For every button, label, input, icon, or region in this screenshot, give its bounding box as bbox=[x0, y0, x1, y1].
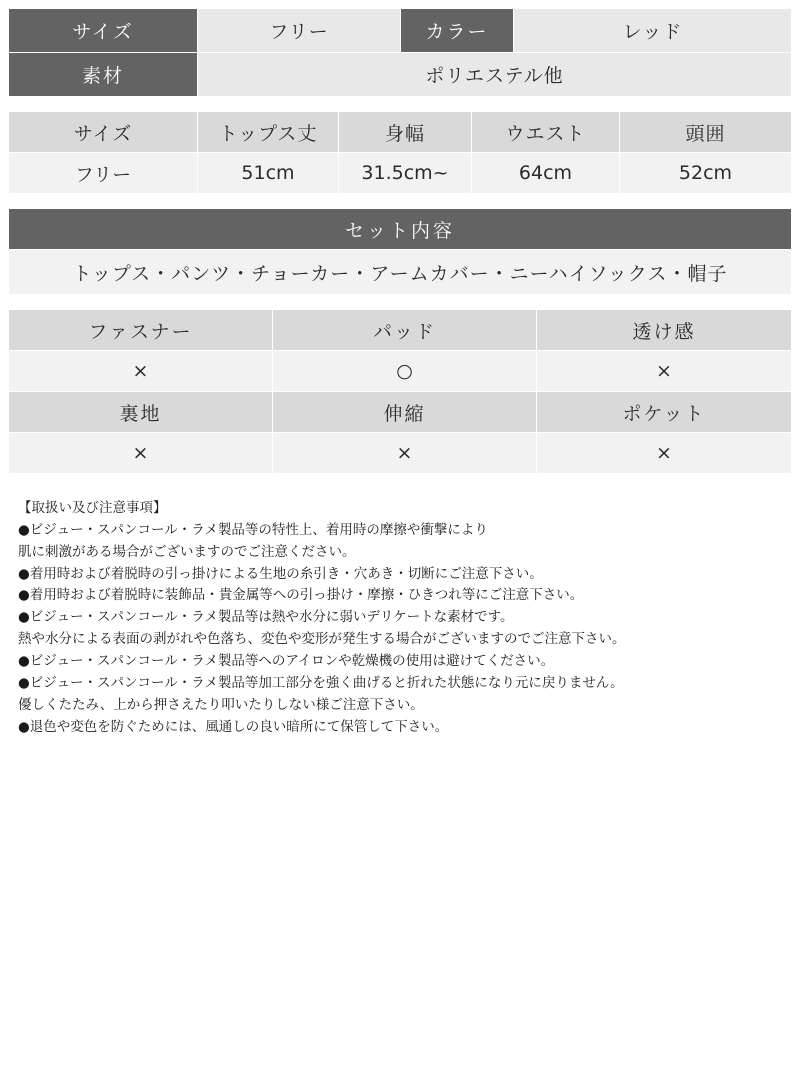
spacer bbox=[8, 194, 792, 208]
column-header-top-length: トップス丈 bbox=[198, 112, 339, 153]
cell-top-length: 51cm bbox=[198, 153, 339, 194]
cell-waist: 64cm bbox=[472, 153, 620, 194]
column-header-pad: パッド bbox=[273, 310, 537, 351]
column-header-width: 身幅 bbox=[339, 112, 472, 153]
column-header-lining: 裏地 bbox=[9, 392, 273, 433]
table-row bbox=[9, 153, 792, 194]
care-note-line: 優しくたたみ、上から押さえたり叩いたりしない様ご注意下さい。 bbox=[18, 696, 424, 713]
measurements-table bbox=[8, 111, 792, 194]
cell-lining: × bbox=[9, 433, 273, 474]
care-note-line: ●退色や変色を防ぐためには、風通しの良い暗所にて保管して下さい。 bbox=[18, 718, 449, 735]
care-note-line: ●ビジュー・スパンコール・ラメ製品等加工部分を強く曲げると折れた状態になり元に戻りません。 bbox=[18, 674, 624, 691]
care-note-line: 熱や水分による表面の剥がれや色落ち、変色や変形が発生する場合がございますのでご注意下さい。 bbox=[18, 631, 626, 648]
cell-zipper: × bbox=[9, 351, 273, 392]
set-contents-header: セット内容 bbox=[9, 209, 792, 250]
care-note-line: ●ビジュー・スパンコール・ラメ製品等の特性上、着用時の摩擦や衝撃により bbox=[18, 521, 488, 538]
material-label: 素材 bbox=[9, 53, 198, 97]
table-row bbox=[9, 9, 792, 53]
table-header-row bbox=[9, 310, 792, 351]
set-contents-table bbox=[8, 208, 792, 295]
cell-pad: ○ bbox=[273, 351, 537, 392]
table-header-row bbox=[9, 112, 792, 153]
column-header-sheerness: 透け感 bbox=[537, 310, 792, 351]
care-note-line: ●着用時および着脱時の引っ掛けによる生地の糸引き・穴あき・切断にご注意下さい。 bbox=[18, 565, 543, 582]
care-notes bbox=[18, 498, 792, 738]
column-header-pocket: ポケット bbox=[537, 392, 792, 433]
care-note-line: ●着用時および着脱時に装飾品・貴金属等への引っ掛け・摩擦・ひきつれ等にご注意下さい。 bbox=[18, 587, 584, 604]
care-note-line: ●ビジュー・スパンコール・ラメ製品等へのアイロンや乾燥機の使用は避けてください。 bbox=[18, 653, 555, 670]
set-contents-value: トップス・パンツ・チョーカー・アームカバー・ニーハイソックス・帽子 bbox=[9, 250, 792, 295]
table-row bbox=[9, 250, 792, 295]
care-notes-title: 【取扱い及び注意事項】 bbox=[18, 500, 167, 516]
cell-pocket: × bbox=[537, 433, 792, 474]
table-row bbox=[9, 53, 792, 97]
column-header-size: サイズ bbox=[9, 112, 198, 153]
column-header-stretch: 伸縮 bbox=[273, 392, 537, 433]
table-row bbox=[9, 433, 792, 474]
color-label: カラー bbox=[401, 9, 514, 53]
care-note-line: ●ビジュー・スパンコール・ラメ製品等は熱や水分に弱いデリケートな素材です。 bbox=[18, 609, 514, 626]
care-note-line: 肌に刺激がある場合がございますのでご注意ください。 bbox=[18, 543, 356, 560]
column-header-waist: ウエスト bbox=[472, 112, 620, 153]
spacer bbox=[8, 295, 792, 309]
cell-head: 52cm bbox=[620, 153, 792, 194]
column-header-head: 頭囲 bbox=[620, 112, 792, 153]
size-value: フリー bbox=[198, 9, 401, 53]
spacer bbox=[8, 97, 792, 111]
table-header-row bbox=[9, 392, 792, 433]
material-value: ポリエステル他 bbox=[198, 53, 792, 97]
size-label: サイズ bbox=[9, 9, 198, 53]
cell-width: 31.5cm~ bbox=[339, 153, 472, 194]
table-row bbox=[9, 351, 792, 392]
features-table bbox=[8, 309, 792, 474]
basic-info-table bbox=[8, 8, 792, 97]
column-header-zipper: ファスナー bbox=[9, 310, 273, 351]
color-value: レッド bbox=[514, 9, 792, 53]
cell-sheerness: × bbox=[537, 351, 792, 392]
cell-size: フリー bbox=[9, 153, 198, 194]
cell-stretch: × bbox=[273, 433, 537, 474]
table-header-row bbox=[9, 209, 792, 250]
